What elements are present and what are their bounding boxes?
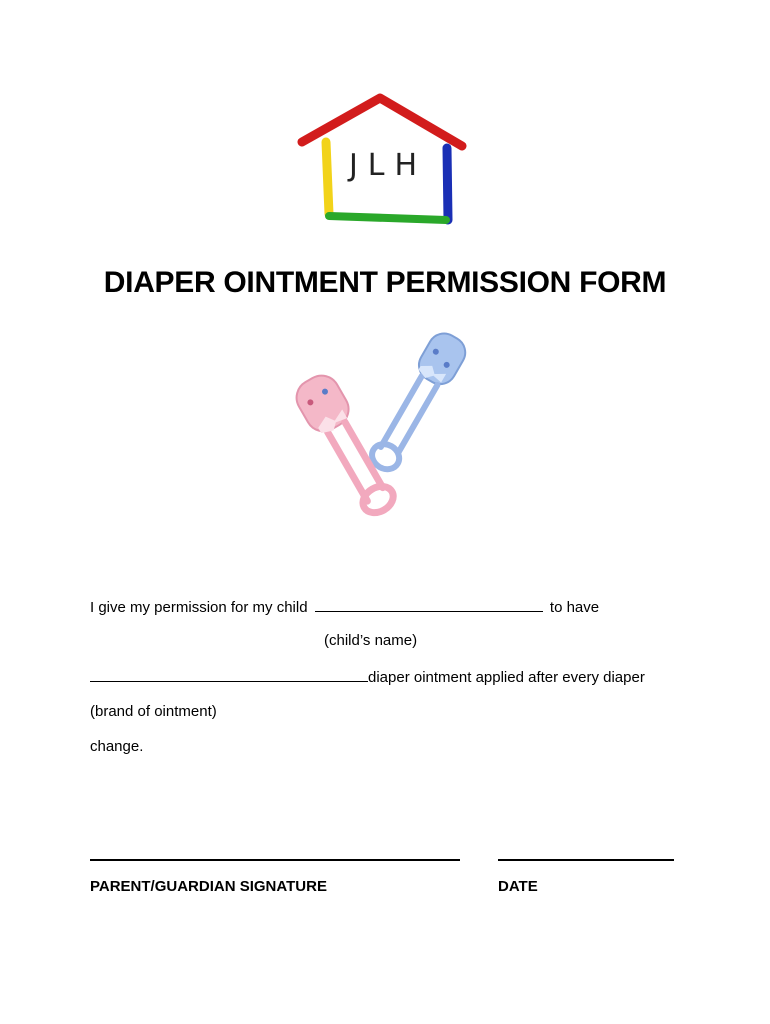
childs-name-field[interactable]: [315, 598, 543, 612]
logo-left-wall: [326, 142, 329, 214]
logo-right-wall: [447, 148, 448, 220]
date-field[interactable]: [498, 859, 674, 861]
baby-safety-pins-icon: [286, 318, 486, 518]
jlh-house-logo: [296, 92, 468, 230]
page-title: DIAPER OINTMENT PERMISSION FORM: [103, 266, 667, 299]
permission-line: [90, 598, 599, 616]
parent-signature-label: PARENT/GUARDIAN SIGNATURE: [90, 878, 327, 895]
logo-floor: [329, 216, 446, 220]
brand-caption: (brand of ointment): [90, 703, 217, 720]
ointment-brand-field[interactable]: [90, 668, 368, 682]
blue-safety-pin: [363, 328, 471, 477]
ointment-line-text: diaper ointment applied after every diaper: [368, 669, 645, 686]
permission-line-suffix: to have: [549, 599, 600, 616]
date-label: DATE: [498, 878, 538, 895]
logo-text: JLH: [348, 148, 428, 183]
childs-name-caption: (child’s name): [324, 632, 418, 649]
parent-signature-field[interactable]: [90, 859, 460, 861]
permission-line-prefix: I give my permission for my child: [90, 599, 308, 616]
ointment-line: [90, 668, 645, 686]
change-line: change.: [90, 738, 144, 755]
